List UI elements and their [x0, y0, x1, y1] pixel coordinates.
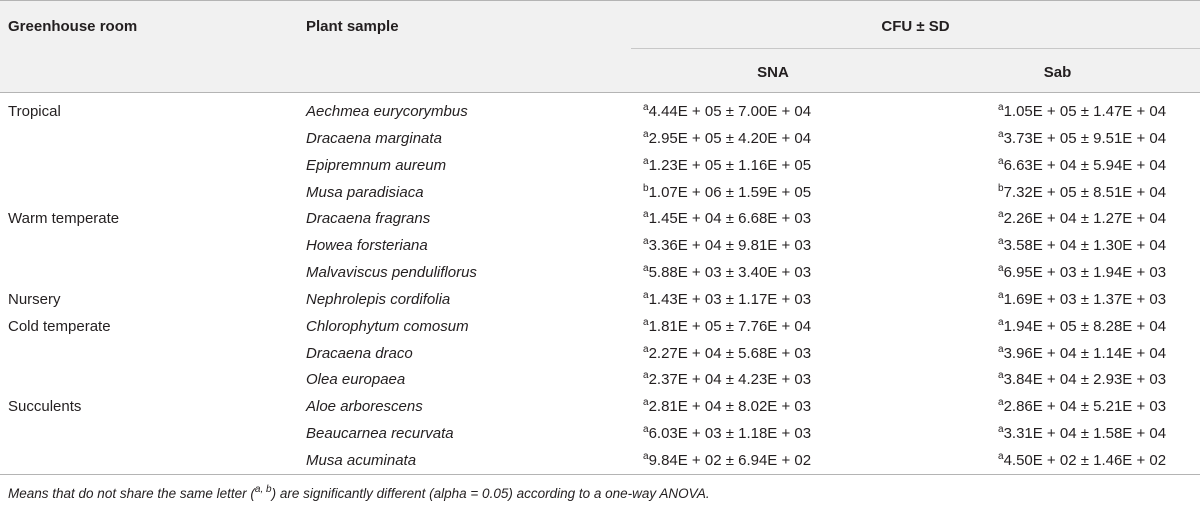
- cell-sna-cfu: [643, 184, 811, 201]
- table-row: [0, 394, 1200, 421]
- cell-sna-letter: a: [643, 424, 649, 436]
- column-header-sna: SNA: [757, 64, 789, 81]
- cell-sab-value: 3.84E + 04 ± 2.93E + 03: [1003, 371, 1167, 389]
- cell-plant-sample: Epipremnum aureum: [306, 156, 447, 174]
- table-bottom-rule: [0, 474, 1200, 475]
- cell-sna-value: 3.36E + 04 ± 9.81E + 03: [648, 237, 812, 255]
- cell-sab-cfu: [998, 237, 1166, 254]
- cell-sab-value: 2.26E + 04 ± 1.27E + 04: [1003, 210, 1167, 228]
- cell-sna-letter: a: [643, 370, 649, 382]
- cell-sna-letter: a: [643, 289, 649, 301]
- cell-sab-cfu: [998, 210, 1166, 227]
- cell-sna-cfu: [643, 157, 811, 174]
- cell-plant-sample: Malvaviscus penduliflorus: [306, 264, 477, 282]
- cell-sna-cfu: [643, 264, 811, 281]
- cell-sna-letter: a: [643, 343, 649, 355]
- column-header-plant-sample: Plant sample: [306, 18, 399, 35]
- cell-sab-value: 1.69E + 03 ± 1.37E + 03: [1003, 290, 1167, 308]
- cell-sab-cfu: [998, 264, 1166, 281]
- cell-plant-sample: Dracaena fragrans: [306, 210, 431, 228]
- table-row: [0, 341, 1200, 368]
- cell-plant-sample: Dracaena draco: [306, 344, 413, 362]
- footnote-letters: a, b: [254, 484, 272, 495]
- cell-sna-letter: a: [643, 209, 649, 221]
- cell-sna-letter: a: [643, 236, 649, 248]
- cell-sab-value: 1.94E + 05 ± 8.28E + 04: [1003, 317, 1167, 335]
- cell-sna-cfu: [643, 452, 811, 469]
- cell-plant-sample: Musa paradisiaca: [306, 183, 424, 201]
- footnote-text-before: Means that do not share the same letter (: [8, 486, 255, 501]
- cell-plant-sample: Howea forsteriana: [306, 237, 428, 255]
- cell-sab-value: 4.50E + 02 ± 1.46E + 02: [1003, 451, 1167, 469]
- cell-sab-cfu: [998, 345, 1166, 362]
- table-footnote: [8, 486, 710, 501]
- cell-sab-value: 6.63E + 04 ± 5.94E + 04: [1003, 156, 1167, 174]
- cell-sna-cfu: [643, 398, 811, 415]
- cell-sab-letter: a: [998, 289, 1004, 301]
- cell-plant-sample: Aloe arborescens: [306, 398, 423, 416]
- cell-sna-letter: a: [643, 155, 649, 167]
- cell-plant-sample: Dracaena marginata: [306, 129, 442, 147]
- column-header-cfu-sd: CFU ± SD: [881, 18, 950, 35]
- cell-sab-cfu: [998, 291, 1166, 308]
- cell-sab-cfu: [998, 157, 1166, 174]
- cell-sna-cfu: [643, 103, 811, 120]
- cell-sab-value: 3.58E + 04 ± 1.30E + 04: [1003, 237, 1167, 255]
- table-row: [0, 153, 1200, 180]
- cell-sab-value: 2.86E + 04 ± 5.21E + 03: [1003, 398, 1167, 416]
- cell-sna-letter: a: [643, 316, 649, 328]
- table-body: [0, 99, 1200, 475]
- cell-sab-cfu: [998, 130, 1166, 147]
- cell-sab-letter: a: [998, 397, 1004, 409]
- cell-sab-letter: a: [998, 316, 1004, 328]
- cell-sna-letter: a: [643, 397, 649, 409]
- cell-sab-cfu: [998, 371, 1166, 388]
- cell-sna-cfu: [643, 291, 811, 308]
- table-row: [0, 180, 1200, 207]
- cell-sab-letter: b: [998, 182, 1004, 194]
- cell-sna-letter: b: [643, 182, 649, 194]
- cell-sab-cfu: [998, 425, 1166, 442]
- cell-sna-cfu: [643, 237, 811, 254]
- cell-greenhouse-room: Warm temperate: [8, 210, 120, 228]
- cell-sab-letter: a: [998, 450, 1004, 462]
- cell-sab-letter: a: [998, 209, 1004, 221]
- cell-sab-letter: a: [998, 424, 1004, 436]
- cell-sna-value: 2.81E + 04 ± 8.02E + 03: [648, 398, 812, 416]
- cell-greenhouse-room: Tropical: [8, 103, 61, 120]
- cell-sab-letter: a: [998, 370, 1004, 382]
- cell-sna-cfu: [643, 371, 811, 388]
- cell-sab-value: 7.32E + 05 ± 8.51E + 04: [1003, 183, 1167, 201]
- table-row: [0, 367, 1200, 394]
- cell-sna-cfu: [643, 130, 811, 147]
- cell-sab-cfu: [998, 318, 1166, 335]
- table-row: [0, 260, 1200, 287]
- table-row: [0, 126, 1200, 153]
- cfu-spanner-rule: [631, 48, 1200, 49]
- cell-sna-value: 9.84E + 02 ± 6.94E + 02: [648, 451, 812, 469]
- cell-sna-value: 1.81E + 05 ± 7.76E + 04: [648, 317, 812, 335]
- cell-sab-value: 3.31E + 04 ± 1.58E + 04: [1003, 425, 1167, 443]
- cell-sna-cfu: [643, 345, 811, 362]
- cell-sab-value: 1.05E + 05 ± 1.47E + 04: [1003, 103, 1167, 120]
- cell-sna-cfu: [643, 210, 811, 227]
- table-row: [0, 206, 1200, 233]
- table-row: [0, 99, 1200, 126]
- cell-sna-cfu: [643, 318, 811, 335]
- cell-greenhouse-room: Nursery: [8, 290, 61, 308]
- cell-plant-sample: Chlorophytum comosum: [306, 317, 469, 335]
- cell-sab-cfu: [998, 103, 1166, 120]
- cell-plant-sample: Musa acuminata: [306, 451, 417, 469]
- table-row: [0, 287, 1200, 314]
- cell-sna-letter: a: [643, 102, 649, 113]
- cell-sab-cfu: [998, 398, 1166, 415]
- table-row: [0, 314, 1200, 341]
- cell-plant-sample: Nephrolepis cordifolia: [306, 290, 451, 308]
- cell-sna-value: 1.45E + 04 ± 6.68E + 03: [648, 210, 812, 228]
- cell-sna-letter: a: [643, 128, 649, 140]
- cell-sna-letter: a: [643, 450, 649, 462]
- table-row: [0, 421, 1200, 448]
- cell-sab-letter: a: [998, 102, 1004, 113]
- cell-sab-letter: a: [998, 263, 1004, 275]
- cell-plant-sample: Olea europaea: [306, 371, 406, 389]
- column-header-sab: Sab: [1043, 64, 1072, 81]
- cell-sna-value: 4.44E + 05 ± 7.00E + 04: [648, 103, 812, 120]
- cell-sna-value: 5.88E + 03 ± 3.40E + 03: [648, 264, 812, 282]
- cell-sab-cfu: [998, 452, 1166, 469]
- cell-sab-cfu: [998, 184, 1166, 201]
- cell-sab-letter: a: [998, 236, 1004, 248]
- cell-sna-value: 2.37E + 04 ± 4.23E + 03: [648, 371, 812, 389]
- cell-greenhouse-room: Succulents: [8, 398, 82, 416]
- cell-sna-cfu: [643, 425, 811, 442]
- column-header-greenhouse-room: Greenhouse room: [8, 18, 138, 35]
- cell-sab-value: 3.96E + 04 ± 1.14E + 04: [1003, 344, 1167, 362]
- cell-sna-value: 2.27E + 04 ± 5.68E + 03: [648, 344, 812, 362]
- cell-sna-value: 6.03E + 03 ± 1.18E + 03: [648, 425, 812, 443]
- cell-sab-value: 3.73E + 05 ± 9.51E + 04: [1003, 129, 1167, 147]
- footnote-text-after: ) are significantly different (alpha = 0.05) according to a one-way ANOVA.: [271, 486, 710, 501]
- table-row: [0, 448, 1200, 475]
- cell-greenhouse-room: Cold temperate: [8, 317, 111, 335]
- table-top-rule: [0, 0, 1200, 1]
- cell-plant-sample: Aechmea eurycorymbus: [306, 103, 468, 120]
- cell-sna-value: 1.43E + 03 ± 1.17E + 03: [648, 290, 812, 308]
- cell-sab-letter: a: [998, 128, 1004, 140]
- cell-sna-value: 1.23E + 05 ± 1.16E + 05: [648, 156, 812, 174]
- cell-sna-value: 2.95E + 05 ± 4.20E + 04: [648, 129, 812, 147]
- cell-sab-value: 6.95E + 03 ± 1.94E + 03: [1003, 264, 1167, 282]
- cell-sna-letter: a: [643, 263, 649, 275]
- table-row: [0, 233, 1200, 260]
- table-header-rule: [0, 92, 1200, 93]
- cell-sab-letter: a: [998, 343, 1004, 355]
- cell-sna-value: 1.07E + 06 ± 1.59E + 05: [648, 183, 812, 201]
- cell-plant-sample: Beaucarnea recurvata: [306, 425, 454, 443]
- cell-sab-letter: a: [998, 155, 1004, 167]
